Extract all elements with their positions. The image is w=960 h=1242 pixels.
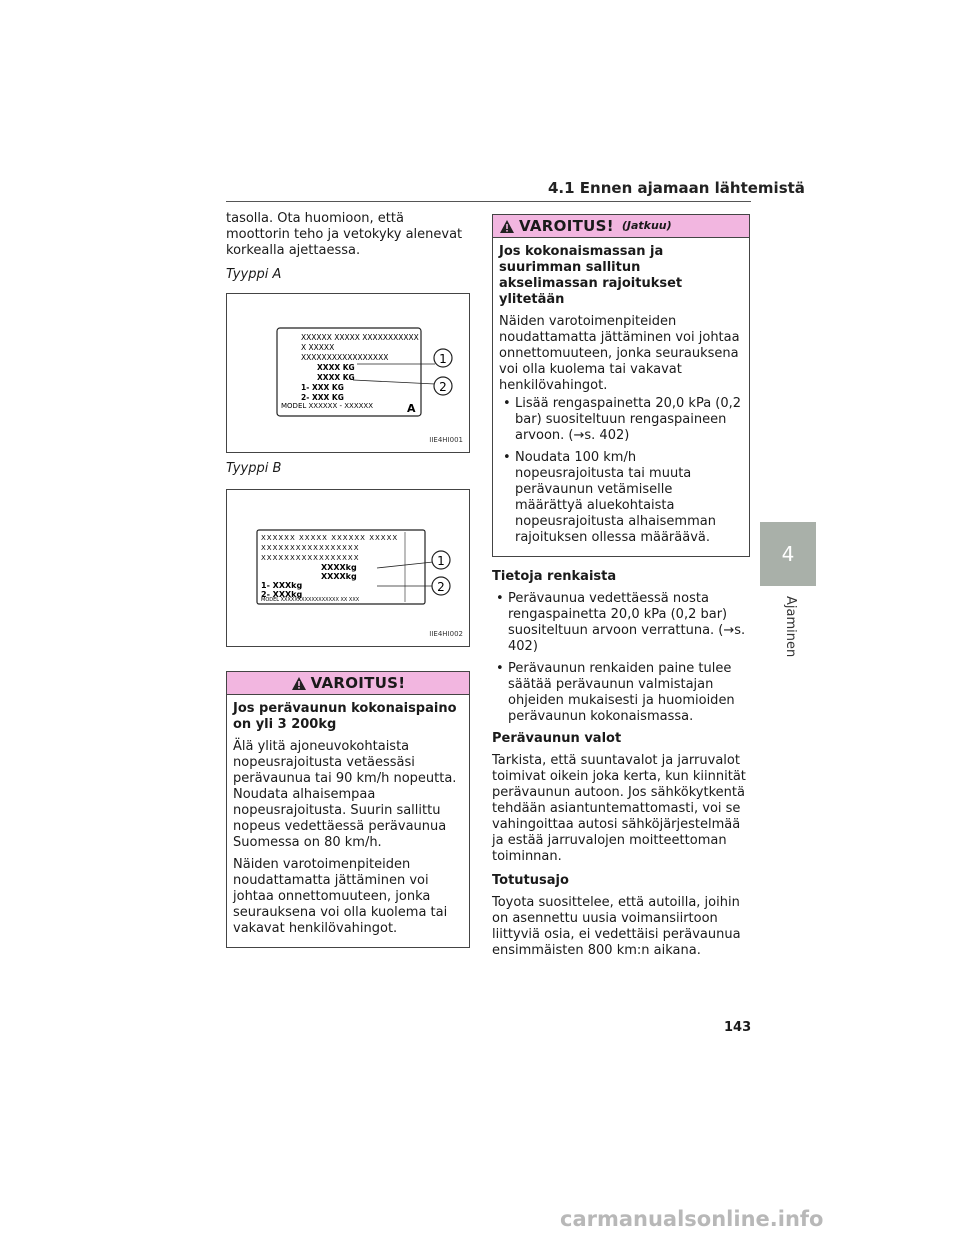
warning-text-2-left: Näiden varotoimenpiteiden noudattamatta jättäminen voi johtaa onnettomuuteen, jonka seurauksena voi olla kuolema tai vakavat henkilövahingot.	[233, 857, 448, 936]
fig-a-line-2: X XXXXX	[301, 343, 335, 352]
fig-a-callout-1: 1	[439, 352, 447, 366]
figure-type-a	[226, 293, 470, 453]
warning-title-left: VAROITUS!	[310, 674, 406, 692]
label-diagram-b	[227, 490, 469, 646]
warning-heading-right: Jos kokonaismassan ja suurimman sallitun akselimassan rajoitukset ylitetään	[499, 244, 683, 307]
fig-b-callout-2: 2	[437, 580, 445, 594]
fig-b-line-2: XXXXXXXXXXXXXXXXX	[261, 544, 360, 552]
fig-a-line-5: XXXX KG	[317, 373, 355, 382]
section-header: 4.1 Ennen ajamaan lähtemistä	[548, 179, 805, 197]
fig-a-line-8: MODEL XXXXXX - XXXXXX	[281, 402, 374, 410]
breakin-text: Toyota suosittelee, että autoilla, joihin on asennettu uusia voimansiirtoon liittyviä osia, ei vedettäisi perävaunua ensimmäisten 800 km:n aikana.	[492, 895, 741, 958]
fig-a-line-7: 2- XXX KG	[301, 393, 344, 402]
fig-a-line-3: XXXXXXXXXXXXXXXXX	[301, 353, 389, 362]
fig-a-line-6: 1- XXX KG	[301, 383, 344, 392]
list-item: • Lisää rengaspainetta 20,0 kPa (0,2 bar) suositeltuun rengaspaineen arvoon. (→s. 402)	[499, 396, 743, 444]
fig-a-line-1: XXXXXX XXXXX XXXXXXXXXXX	[301, 333, 419, 342]
fig-b-line-8: MODEL XXXXXXXXXXXXXXXXX XX XXX	[261, 597, 360, 603]
warning-box-right	[492, 214, 750, 557]
chapter-label	[760, 586, 816, 666]
lights-text: Tarkista, että suuntavalot ja jarruvalot toimivat oikein joka kerta, kun kiinnität perävaunun autoon. Jos sähkökytkentä tehdään asiantuntemattomasti, voi se vahingoittaa autosi sähköjärjestelmää ja estää jarruvalojen moitteettoman toiminnan.	[492, 753, 746, 864]
warning-triangle-icon	[499, 219, 515, 234]
fig-b-callout-1: 1	[437, 554, 445, 568]
fig-b-line-5: XXXXkg	[321, 572, 357, 581]
list-item: • Perävaunun renkaiden paine tulee säätää perävaunun valmistajan ohjeiden mukaisesti ja huomioiden perävaunun kokonaismassa.	[492, 661, 750, 725]
warning-bullets-right	[499, 396, 743, 546]
fig-a-line-9: A	[407, 402, 416, 415]
fig-b-code: IIE4HI002	[429, 630, 463, 638]
breakin-heading: Totutusajo	[492, 873, 569, 888]
header-rule	[226, 201, 751, 202]
watermark: carmanualsonline.info	[560, 1207, 824, 1231]
warning-box-left	[226, 671, 470, 948]
fig-b-line-1: XXXXXX XXXXX XXXXXX XXXXX	[261, 534, 399, 542]
warning-header-left	[227, 672, 469, 695]
page-number: 143	[724, 1020, 752, 1035]
warning-header-right	[493, 215, 749, 238]
intro-text: tasolla. Ota huomioon, että moottorin teho ja vetokyky alenevat korkealla ajettaessa.	[226, 211, 463, 258]
figure-type-b	[226, 489, 470, 647]
fig-a-code: IIE4HI001	[429, 436, 463, 444]
fig-a-line-4: XXXX KG	[317, 363, 355, 372]
warning-continued-label: (Jatkuu)	[621, 219, 672, 232]
warning-triangle-icon	[291, 676, 307, 691]
list-item: • Perävaunua vedettäessä nosta rengaspainetta 20,0 kPa (0,2 bar) suositeltuun arvoon verrattuna. (→s. 402)	[492, 591, 750, 655]
right-column	[492, 214, 750, 965]
list-item: • Noudata 100 km/h nopeusrajoitusta tai muuta perävaunun vetämiselle määrättyä aluekohtaista nopeusrajoitusta alhaisemman rajoituksen ollessa määräävä.	[499, 450, 743, 546]
fig-b-line-3: XXXXXXXXXXXXXXXXX	[261, 554, 360, 562]
fig-b-line-6: 1- XXXkg	[261, 581, 303, 590]
chapter-number: 4	[781, 542, 795, 566]
warning-text-1-left: Älä ylitä ajoneuvokohtaista nopeusrajoitusta vetäessäsi perävaunua tai 90 km/h nopeutta. Noudata alhaisempaa nopeusrajoitusta. Suurin sallittu nopeus vedettäessä perävaunua Suomessa on 80 km/h.	[233, 739, 457, 850]
warning-text-right: Näiden varotoimenpiteiden noudattamatta jättäminen voi johtaa onnettomuuteen, jonka seurauksena voi olla kuolema tai vakavat henkilövahingot.	[499, 314, 740, 393]
warning-title-right: VAROITUS!	[519, 217, 614, 235]
label-diagram-a	[227, 294, 469, 452]
chapter-tab[interactable]	[760, 522, 816, 586]
type-b-label: Tyyppi B	[226, 461, 282, 476]
lights-heading: Perävaunun valot	[492, 731, 622, 746]
fig-b-line-7: 2- XXXkg	[261, 590, 303, 599]
type-a-label: Tyyppi A	[226, 267, 282, 282]
fig-a-callout-2: 2	[439, 380, 447, 394]
tires-heading: Tietoja renkaista	[492, 569, 617, 584]
warning-heading-left: Jos perävaunun kokonaispaino on yli 3 200kg	[233, 701, 457, 732]
chapter-label-text: Ajaminen	[783, 596, 798, 658]
left-column	[226, 211, 470, 948]
tires-bullets	[492, 591, 750, 725]
fig-b-line-4: XXXXkg	[321, 563, 357, 572]
